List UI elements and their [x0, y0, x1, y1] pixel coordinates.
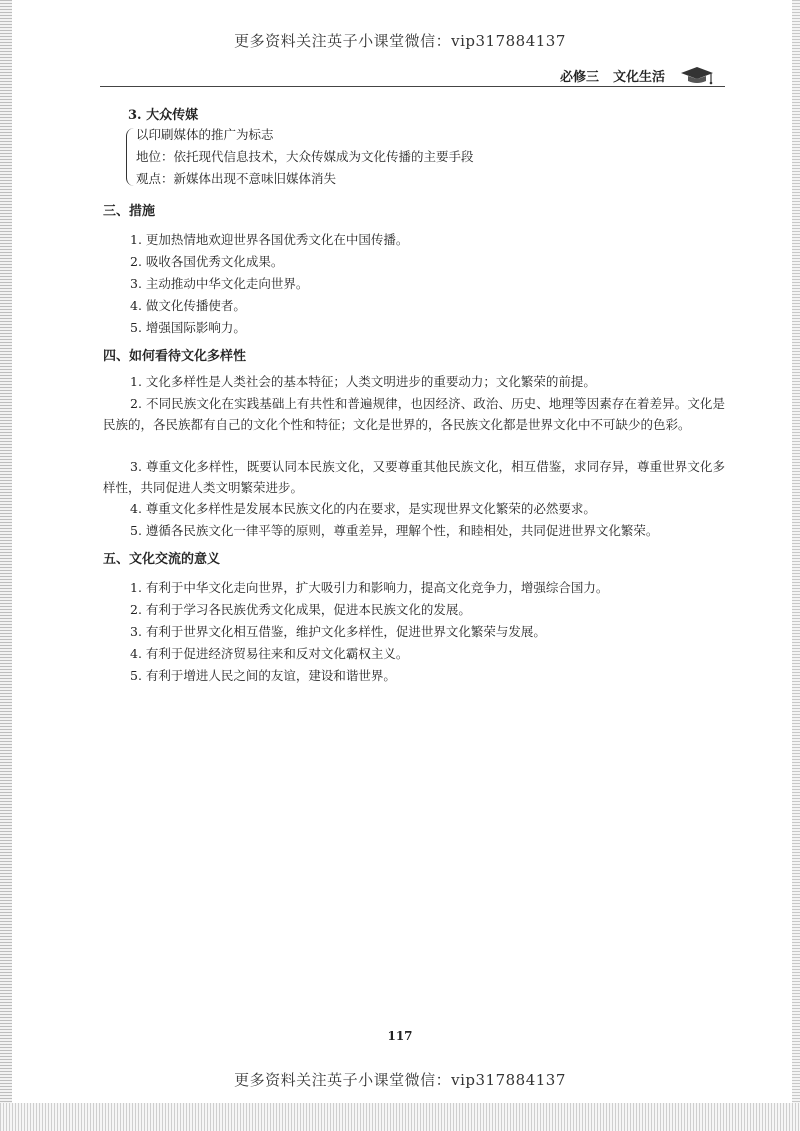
- diversity-paragraph: 2. 不同民族文化在实践基础上有共性和普遍规律，也因经济、政治、历史、地理等因素存在着差异。文化是民族的，各民族都有自己的文化个性和特征；文化是世界的，各民族文化都是世界文化中不可缺少的色彩。: [103, 396, 725, 432]
- scan-edge-right: [792, 0, 800, 1131]
- diversity-paragraph: 3. 尊重文化多样性，既要认同本民族文化，又要尊重其他民族文化，相互借鉴，求同存异，尊重世界文化多样性，共同促进人类文明繁荣进步。: [103, 459, 725, 495]
- diversity-paragraph: 1. 文化多样性是人类社会的基本特征；人类文明进步的重要动力；文化繁荣的前提。: [130, 374, 596, 389]
- mass-media-point: 地位：依托现代信息技术，大众传媒成为文化传播的主要手段: [136, 149, 474, 164]
- running-head-volume: 必修三: [560, 69, 600, 85]
- exchange-item: 5. 有利于增进人民之间的友谊，建设和谐世界。: [130, 668, 396, 683]
- exchange-item: 4. 有利于促进经济贸易往来和反对文化霸权主义。: [130, 646, 409, 661]
- scan-edge-left: [0, 0, 12, 1131]
- exchange-title: 五、文化交流的意义: [103, 552, 221, 567]
- diversity-title: 四、如何看待文化多样性: [103, 349, 247, 364]
- watermark-bottom: 更多资料关注英子小课堂微信：vip317884137: [234, 1071, 566, 1089]
- mass-media-point: 以印刷媒体的推广为标志: [136, 127, 274, 142]
- graduation-cap-icon: [679, 64, 715, 86]
- measure-item: 5. 增强国际影响力。: [130, 320, 246, 335]
- header-rule: [100, 86, 725, 87]
- watermark-top: 更多资料关注英子小课堂微信：vip317884137: [234, 32, 566, 50]
- mass-media-title: 3. 大众传媒: [128, 108, 199, 123]
- measure-item: 3. 主动推动中华文化走向世界。: [130, 276, 309, 291]
- diversity-paragraph: 4. 尊重文化多样性是发展本民族文化的内在要求，是实现世界文化繁荣的必然要求。: [130, 501, 596, 516]
- measure-item: 1. 更加热情地欢迎世界各国优秀文化在中国传播。: [130, 232, 409, 247]
- measures-title: 三、措施: [103, 204, 156, 219]
- brace-mark: [126, 128, 135, 186]
- running-head: [560, 64, 715, 86]
- mass-media-points: [136, 124, 474, 190]
- measure-item: 4. 做文化传播使者。: [130, 298, 246, 313]
- diversity-paragraph: 5. 遵循各民族文化一律平等的原则，尊重差异，理解个性，和睦相处，共同促进世界文化繁荣。: [130, 523, 659, 538]
- measure-item: 2. 吸收各国优秀文化成果。: [130, 254, 284, 269]
- page-number: 117: [387, 1029, 413, 1043]
- exchange-item: 1. 有利于中华文化走向世界，扩大吸引力和影响力，提高文化竞争力，增强综合国力。: [130, 580, 609, 595]
- scan-edge-bottom: [0, 1103, 800, 1131]
- running-head-title: 文化生活: [613, 69, 666, 85]
- exchange-item: 2. 有利于学习各民族优秀文化成果，促进本民族文化的发展。: [130, 602, 471, 617]
- exchange-item: 3. 有利于世界文化相互借鉴，维护文化多样性，促进世界文化繁荣与发展。: [130, 624, 546, 639]
- mass-media-point: 观点：新媒体出现不意味旧媒体消失: [136, 171, 337, 186]
